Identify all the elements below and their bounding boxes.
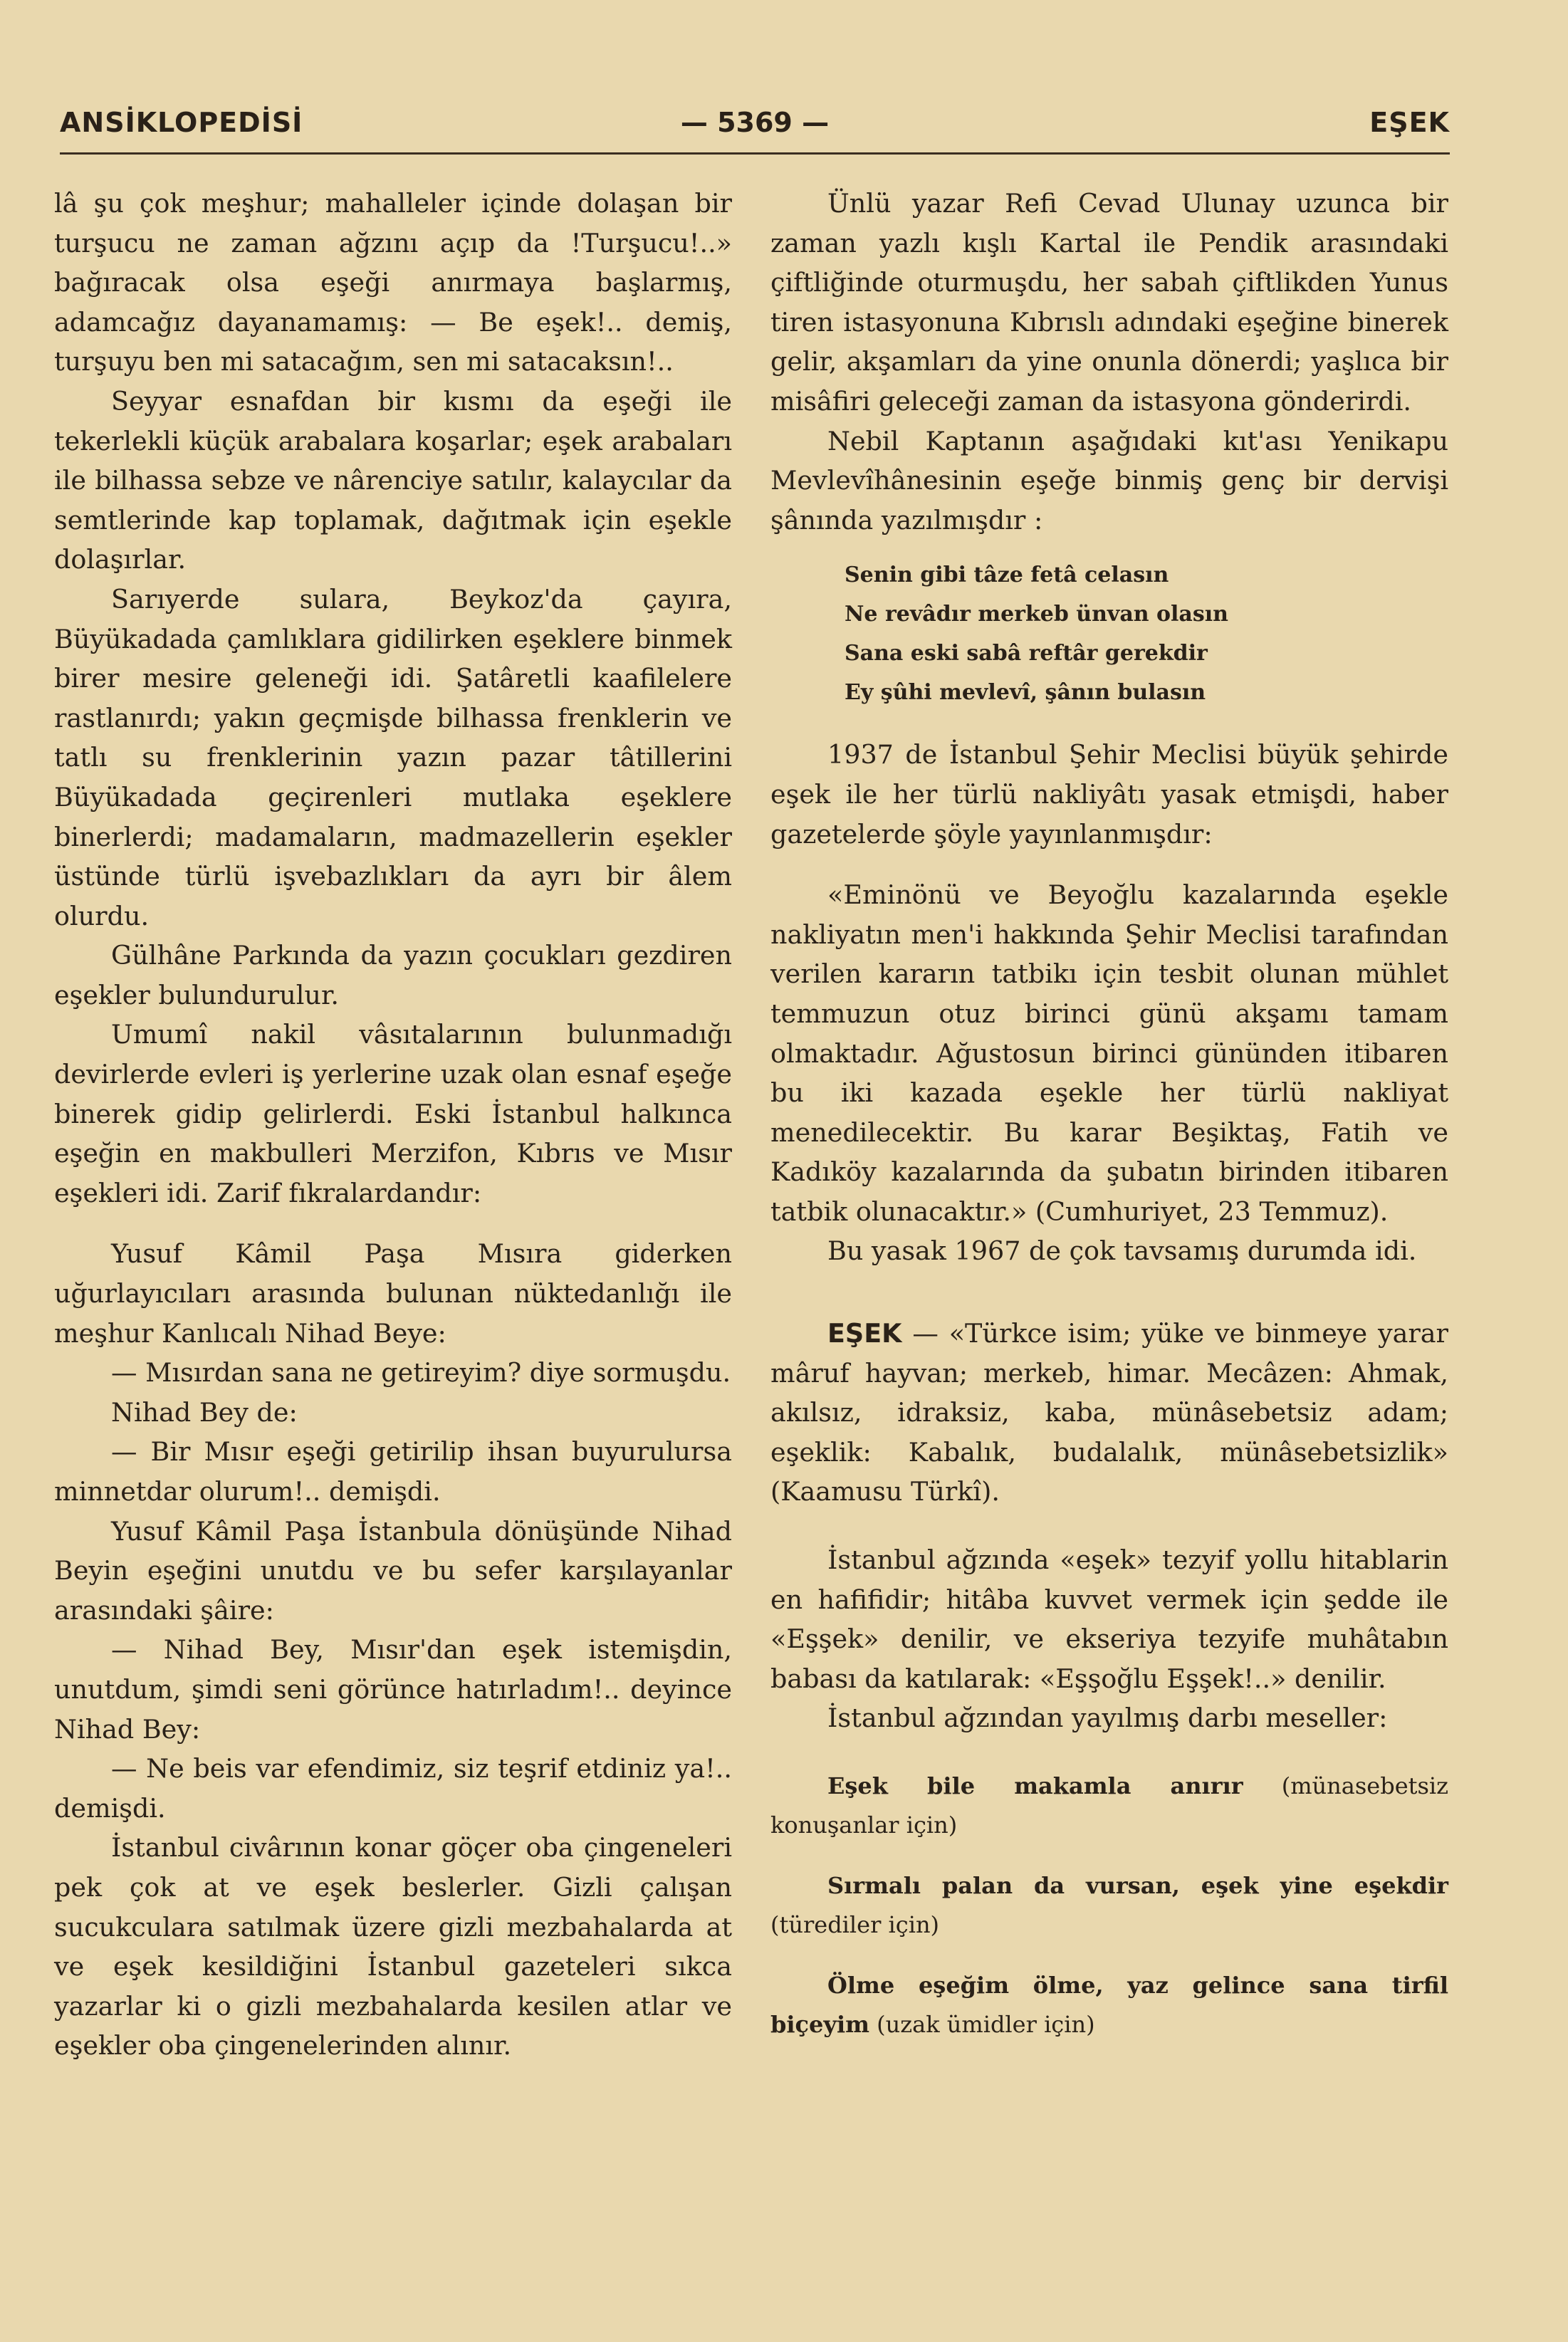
paragraph: Gülhâne Parkında da yazın çocukları gezdiren eşekler bulundurulur. [54,940,732,1010]
proverb-text: Ölme eşeğim ölme, yaz gelince sana tirfil biçeyim [770,1972,1448,2038]
paragraph: Ünlü yazar Refi Cevad Ulunay uzunca bir zaman yazlı kışlı Kartal ile Pendik arasındaki çiftliğinde oturmuşdu, her sabah çiftlikden Yunus tiren istasyonuna Kıbrıslı adındaki eşeğine binerek gelir, akşamları da yine onunla dönerdi; yaşlıca bir misâfiri geleceği zaman da istasyona gönderirdi. [770,188,1448,417]
paragraph: Umumî nakil vâsıtalarının bulunmadığı devirlerde evleri iş yerlerine uzak olan esnaf eşeğe binerek gidip gelirlerdi. Eski İstanbul halkınca eşeğin en makbulleri Merzifon, Kıbrıs ve Mısır eşekleri idi. Zarif fıkralardandır: [54,1019,732,1208]
paragraph: — Bir Mısır eşeği getirilip ihsan buyurulursa minnetdar olurum!.. demişdi. [54,1436,732,1507]
page-number: — 5369 — [680,107,830,138]
entry-definition: — «Türkce isim; yüke ve binmeye yarar mâruf hayvan; merkeb, himar. Mecâzen: Ahmak, akılsız, idraksiz, kaba, münâsebetsiz adam; eşeklik: Kabalık, budalalık, münâsebetsizlik» (Kaamusu Türkî). [770,1318,1448,1507]
paragraph: Sarıyerde sulara, Beykoz'da çayıra, Büyükadada çamlıklara gidilirken eşeklere binmek birer mesire geleneği idi. Şatâretli kaafilelere rastlanırdı; yakın geçmişde bilhassa frenklerin ve tatlı su frenklerinin yazın pazar tâtillerini Büyükadada geçirenleri mutlaka eşeklere binerlerdi; madamaların, madmazellerin eşekler üstünde türlü işvebazlıkları da ayrı bir âlem olurdu. [54,583,732,931]
poem-quatrain [770,555,1448,712]
paragraph: — Mısırdan sana ne getireyim? diye sormuşdu. [111,1357,731,1389]
proverb [770,1767,1448,1845]
paragraph: İstanbul ağzında «eşek» tezyif yollu hitablarin en hafifidir; hitâba kuvvet vermek için şedde ile «Eşşek» denilir, ve ekseriya tezyife muhâtabın babası da katılarak: «Eşşoğlu Eşşek!..» denilir. [770,1544,1448,1694]
paragraph: «Eminönü ve Beyoğlu kazalarında eşekle nakliyatın men'i hakkında Şehir Meclisi tarafından verilen kararın tatbikı için tesbit olunan mühlet temmuzun otuz birinci günü akşamı tamam olmaktadır. Ağustosun birinci gününden itibaren bu iki kazada eşekle her türlü nakliyat menedilecektir. Bu karar Beşiktaş, Fatih ve Kadıköy kazalarında da şubatın birinden itibaren tatbik olunacaktır.» (Cumhuriyet, 23 Temmuz). [770,879,1448,1227]
proverb-text: Eşek bile makamla anırır [827,1772,1243,1799]
paragraph: Nebil Kaptanın aşağıdaki kıt'ası Yenikapu Mevlevîhânesinin eşeğe binmiş genç bir dervişi şânında yazılmışdır : [770,425,1448,535]
paragraph: İstanbul ağzından yayılmış darbı meseller: [827,1703,1388,1734]
proverb-note: (münasebetsiz konuşanlar için) [770,1772,1449,1839]
paragraph: lâ şu çok meşhur; mahalleler içinde dolaşan bir turşucu ne zaman ağzını açıp da !Turşucu!..» bağıracak olsa eşeği anırmaya başlarmış, adamcağız dayanamamış: — Be eşek!.. demiş, turşuyu ben mi satacağım, sen mi satacaksın!.. [54,188,732,377]
poem-line: Senin gibi tâze fetâ celasın [845,563,1169,588]
poem-line: Ne revâdır merkeb ünvan olasın [845,602,1228,627]
proverb [770,1866,1448,1945]
paragraph: 1937 de İstanbul Şehir Meclisi büyük şehirde eşek ile her türlü nakliyâtı yasak etmişdi, haber gazetelerde şöyle yayınlanmışdır: [770,739,1448,850]
right-column [770,184,1448,2044]
page-header [60,107,1450,150]
running-title: ANSİKLOPEDİSİ [60,107,303,138]
paragraph: Bu yasak 1967 de çok tavsamış durumda idi. [827,1235,1417,1267]
left-column [54,184,732,2066]
poem-line: Ey şûhi mevlevî, şânın bulasın [845,680,1206,706]
proverb [770,1966,1448,2044]
paragraph: — Ne beis var efendimiz, siz teşrif etdiniz ya!.. demişdi. [54,1753,732,1824]
proverb-text: Sırmalı palan da vursan, eşek yine eşekdir [827,1872,1448,1899]
paragraph: — Nihad Bey, Mısır'dan eşek istemişdin, unutdum, şimdi seni görünce hatırladım!.. deyince Nihad Bey: [54,1634,732,1745]
proverb-note: (türediler için) [770,1911,940,1938]
proverb-note: (uzak ümidler için) [869,2011,1095,2038]
header-rule [60,152,1450,155]
paragraph: Nihad Bey de: [111,1396,298,1428]
entry-headword: EŞEK [827,1318,902,1349]
dictionary-entry [770,1314,1448,1512]
paragraph: İstanbul civârının konar göçer oba çingeneleri pek çok at ve eşek beslerler. Gizli çalışan sucukculara satılmak üzere gizli mezbahalarda at ve eşek kesildiğini İstanbul gazeteleri sıkca yazarlar ki o gizli mezbahalarda kesilen atlar ve eşekler oba çingenelerinden alınır. [54,1832,732,2061]
poem-line: Sana eski sabâ reftâr gerekdir [845,641,1208,666]
paragraph: Yusuf Kâmil Paşa İstanbula dönüşünde Nihad Beyin eşeğini unutdu ve bu sefer karşılayanlar arasındaki şâire: [54,1515,732,1626]
paragraph: Yusuf Kâmil Paşa Mısıra giderken uğurlayıcıları arasında bulunan nüktedanlığı ile meşhur Kanlıcalı Nihad Beye: [54,1238,732,1349]
paragraph: Seyyar esnafdan bir kısmı da eşeği ile tekerlekli küçük arabalara koşarlar; eşek arabaları ile bilhassa sebze ve nârenciye satılır, kalaycılar da semtlerinde kap toplamak, dağıtmak için eşekle dolaşırlar. [54,385,732,575]
entry-title: EŞEK [1369,107,1450,138]
